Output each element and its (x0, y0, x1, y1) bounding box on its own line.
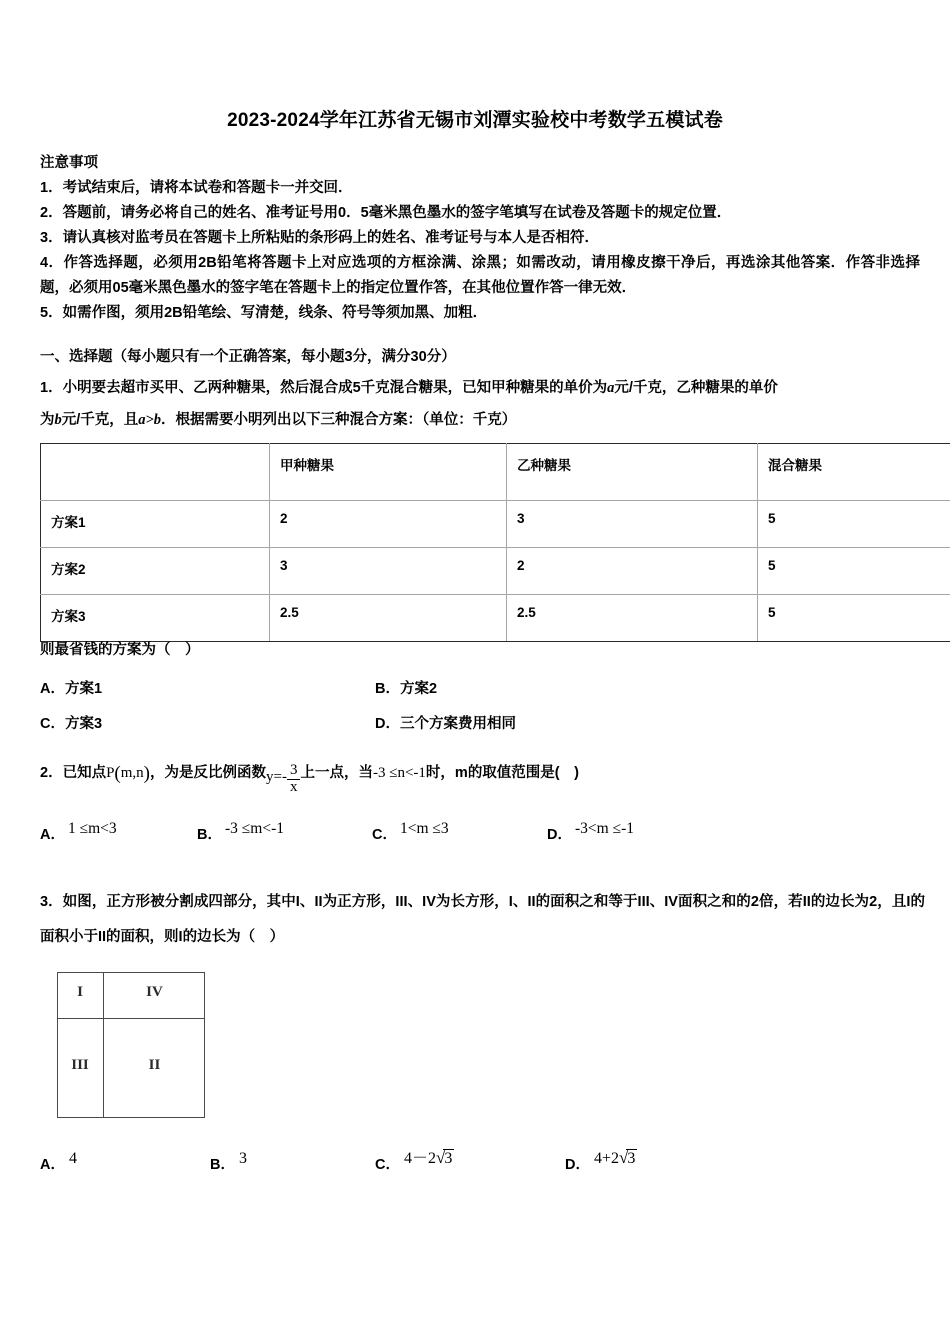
option-a-text: 方案1 (64, 681, 103, 697)
notice-section (40, 152, 920, 326)
option-c-expression (404, 1150, 454, 1167)
table-cell: 方案3 (41, 595, 270, 642)
option-a-letter: A． (40, 827, 65, 843)
divided-square-diagram (57, 972, 207, 1120)
range-condition: -3 ≤n<-1 (372, 765, 426, 781)
mix-plan-table (40, 443, 950, 642)
question-1-text-b: 元/千克，乙种糖果的单价 (614, 380, 778, 396)
table-header-cell: 乙种糖果 (507, 444, 758, 501)
notice-item: 5．如需作图，须用2B铅笔绘、写清楚，线条、符号等须加黑、加粗． (40, 305, 488, 321)
condition-a-gt-b: a>b (138, 412, 162, 428)
option-c-radicand: 3 (444, 1150, 453, 1167)
table-cell: 5 (758, 548, 950, 595)
region-label-II: II (148, 1057, 161, 1073)
variable-a: a (607, 380, 615, 396)
question-1-text-a: 小明要去超市买甲、乙两种糖果，然后混合成5千克混合糖果，已知甲种糖果的单价为 (62, 380, 608, 396)
notice-item: 3．请认真核对监考员在答题卡上所粘贴的条形码上的姓名、准考证号与本人是否相符． (40, 230, 600, 246)
question-1-options (40, 672, 920, 742)
option-b[interactable] (197, 820, 372, 844)
option-d-letter: D． (565, 1157, 590, 1173)
region-label-I: I (77, 984, 83, 1000)
horizontal-divider (57, 1018, 205, 1019)
option-a-value: 1 ≤m<3 (67, 820, 117, 837)
option-d-radicand: 3 (627, 1150, 636, 1167)
option-row (40, 672, 920, 707)
notice-heading: 注意事项 (40, 155, 98, 171)
table-cell: 2 (507, 548, 758, 595)
table-cell: 2 (270, 501, 507, 548)
option-b-value: 3 (238, 1150, 247, 1167)
table-cell: 3 (507, 501, 758, 548)
option-d-prefix: 4+2 (593, 1150, 620, 1167)
option-c-letter: C． (375, 1157, 400, 1173)
question-1-text-c: 为 (40, 412, 55, 428)
option-d-letter: D． (547, 827, 572, 843)
option-b-value: -3 ≤m<-1 (224, 820, 284, 837)
point-label: P (106, 765, 115, 781)
table-cell: 5 (758, 501, 950, 548)
option-a[interactable] (40, 672, 375, 707)
variable-b: b (54, 412, 62, 428)
option-c-prefix: 4－2 (403, 1150, 436, 1167)
question-1-text-e: ．根据需要小明列出以下三种混合方案：（单位：千克） (161, 412, 517, 428)
option-a-letter: A． (40, 1157, 65, 1173)
notice-item: 2．答题前，请务必将自己的姓名、准考证号用0．5毫米黑色墨水的签字笔填写在试卷及答题卡的规定位置． (40, 205, 732, 221)
radical-sign: √ (436, 1148, 446, 1167)
table-cell: 5 (758, 595, 950, 642)
point-notation: P(m,n) (106, 763, 150, 784)
question-3-text: 如图，正方形被分割成四部分，其中I、II为正方形，III、IV为长方形，I、II的面积之和等于III、IV面积之和的2倍，若II的边长为2，且I的面积小于II的面积，则I的边长为（ ） (40, 894, 925, 945)
option-row (40, 707, 920, 742)
question-2-options (40, 820, 920, 844)
page-title: 2023-2024学年江苏省无锡市刘潭实验校中考数学五模试卷 (227, 110, 723, 131)
fraction-numerator: 3 (289, 762, 298, 779)
question-2-text-d: 时， (425, 765, 455, 781)
region-label-IV: IV (146, 984, 163, 1000)
option-c-letter: C． (372, 827, 397, 843)
table-header-cell (41, 444, 270, 501)
option-b-text: 方案2 (399, 681, 438, 697)
question-1-text-d: 元/千克，且 (61, 412, 139, 428)
notice-item: 4．作答选择题，必须用2B铅笔将答题卡上对应选项的方框涂满、涂黑；如需改动，请用橡皮擦干净后，再选涂其他答案．作答非选择题，必须用05毫米黑色墨水的签字笔在答题卡上的指定位置作答，在其他位置作答一律无效． (40, 255, 920, 296)
option-c-letter: C． (40, 716, 65, 732)
table-cell: 2.5 (507, 595, 758, 642)
option-d-letter: D． (375, 716, 400, 732)
table-cell: 方案2 (41, 548, 270, 595)
question-3-stem (40, 885, 925, 955)
question-2-text-e: 的取值范围是( ) (467, 765, 579, 781)
region-label-III: III (71, 1057, 89, 1073)
option-d-expression (594, 1150, 637, 1167)
option-d[interactable] (375, 707, 516, 742)
question-2-number: 2． (40, 765, 63, 781)
table-cell: 方案1 (41, 501, 270, 548)
question-1-prompt: 则最省钱的方案为（ ） (40, 642, 200, 658)
inverse-proportion-formula (266, 762, 300, 796)
option-b[interactable] (210, 1150, 375, 1174)
point-args: m,n (120, 765, 144, 781)
table-header-cell: 甲种糖果 (270, 444, 507, 501)
table-header-cell: 混合糖果 (758, 444, 950, 501)
option-b-letter: B． (375, 681, 400, 697)
question-2-text-a: 已知点 (62, 765, 107, 781)
option-c-text: 方案3 (64, 716, 103, 732)
option-a[interactable] (40, 820, 197, 844)
option-a-value: 4 (68, 1150, 77, 1167)
question-2-text-b: ，为是反比例函数 (150, 765, 266, 781)
question-1-stem (40, 372, 920, 436)
table-header-row (41, 444, 950, 501)
option-c[interactable] (375, 1145, 565, 1174)
option-d-text: 三个方案费用相同 (399, 716, 516, 732)
option-d[interactable] (565, 1148, 637, 1174)
table-cell: 2.5 (270, 595, 507, 642)
fraction-denominator: x (287, 779, 301, 796)
option-d-value: -3<m ≤-1 (574, 820, 634, 837)
option-b-letter: B． (210, 1157, 235, 1173)
option-c[interactable] (372, 820, 547, 844)
table-row (41, 595, 950, 642)
variable-m: m (454, 765, 468, 781)
option-c-value: 1<m ≤3 (399, 820, 449, 837)
option-b[interactable] (375, 672, 437, 707)
question-2-stem (40, 758, 920, 796)
question-3-number: 3． (40, 894, 63, 910)
option-c[interactable] (40, 707, 375, 742)
question-3-options (40, 1145, 920, 1174)
option-a[interactable] (40, 1150, 210, 1174)
section-heading: 一、选择题（每小题只有一个正确答案，每小题3分，满分30分） (40, 349, 456, 365)
formula-lead: y=- (266, 769, 287, 785)
table-cell: 3 (270, 548, 507, 595)
option-b-letter: B． (197, 827, 222, 843)
question-2-text-c: 上一点，当 (300, 765, 373, 781)
option-a-letter: A． (40, 681, 65, 697)
option-d[interactable] (547, 820, 634, 844)
table-row (41, 501, 950, 548)
radical-sign: √ (619, 1148, 629, 1167)
table-row (41, 548, 950, 595)
question-1-number: 1． (40, 380, 63, 396)
notice-item: 1．考试结束后，请将本试卷和答题卡一并交回． (40, 180, 353, 196)
fraction (287, 763, 301, 796)
